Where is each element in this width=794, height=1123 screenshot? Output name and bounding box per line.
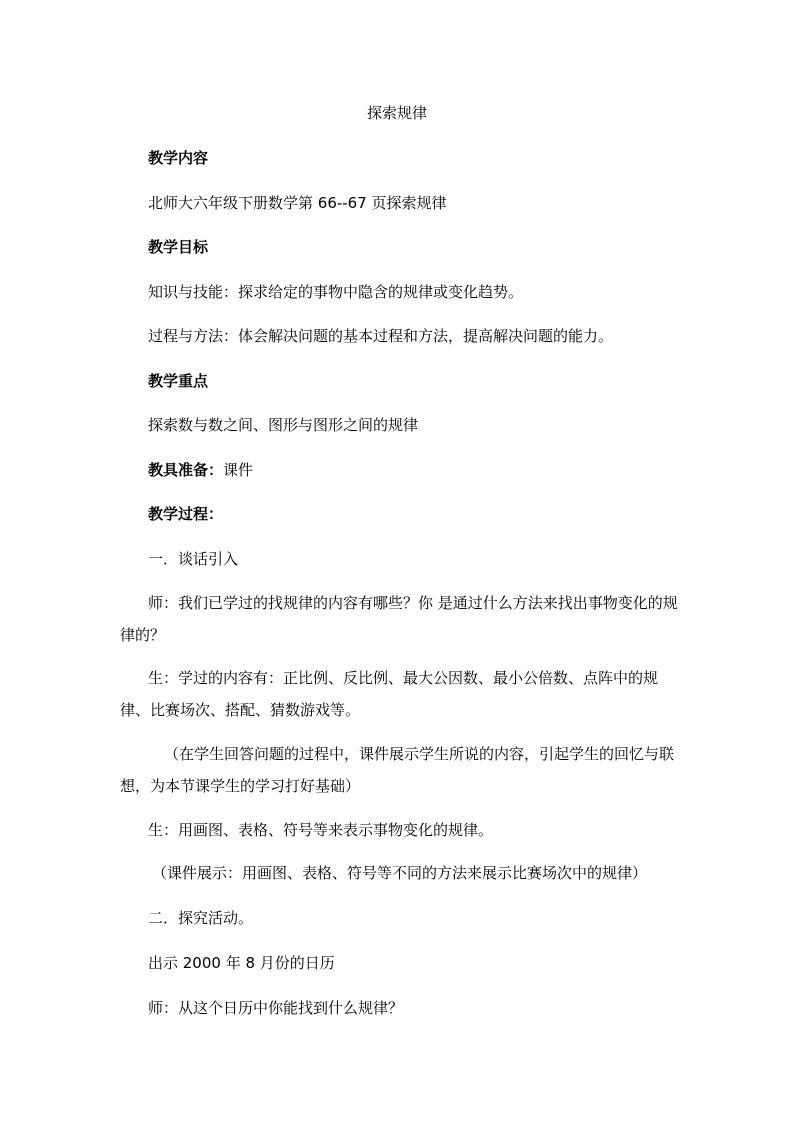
- student-answer-1: 生：学过的内容有：正比例、反比例、最大公因数、最小公倍数、点阵中的规律、比赛场次、搭配、猜数游戏等。: [120, 669, 659, 719]
- tools-label: 教具准备：: [148, 461, 224, 479]
- calendar-intro: 出示 2000 年 8 月份的日历: [148, 954, 335, 972]
- heading-teaching-goal: 教学目标: [148, 238, 209, 256]
- goal-process: 过程与方法：体会解决问题的基本过程和方法，提高解决问题的能力。: [148, 327, 614, 345]
- step-one-heading: 一．谈话引入: [148, 550, 239, 568]
- document-title: 探索规律: [366, 104, 427, 122]
- teacher-question-1: 师：我们已学过的找规律的内容有哪些？你 是通过什么方法来找出事物变化的规律的？: [120, 594, 678, 644]
- teaching-key-text: 探索数与数之间、图形与图形之间的规律: [148, 416, 419, 434]
- step-two-heading: 二．探究活动。: [148, 909, 254, 927]
- heading-teaching-process: 教学过程：: [148, 505, 224, 523]
- tools-value: 课件: [223, 461, 254, 479]
- teaching-note-2: （课件展示：用画图、表格、符号等不同的方法来展示比赛场次中的规律）: [152, 864, 648, 882]
- teaching-content-text: 北师大六年级下册数学第 66--67 页探索规律: [148, 194, 447, 212]
- heading-teaching-content: 教学内容: [148, 149, 209, 167]
- teacher-question-2: 师：从这个日历中你能找到什么规律？: [148, 999, 404, 1017]
- tools-line: [148, 460, 253, 480]
- goal-knowledge: 知识与技能：探求给定的事物中隐含的规律或变化趋势。: [148, 283, 524, 301]
- student-answer-2: 生：用画图、表格、符号等来表示事物变化的规律。: [148, 821, 494, 839]
- heading-teaching-key: 教学重点: [148, 372, 209, 390]
- teaching-note-1: （在学生回答问题的过程中，课件展示学生所说的内容，引起学生的回忆与联想，为本节课学生的学习打好基础）: [120, 745, 675, 795]
